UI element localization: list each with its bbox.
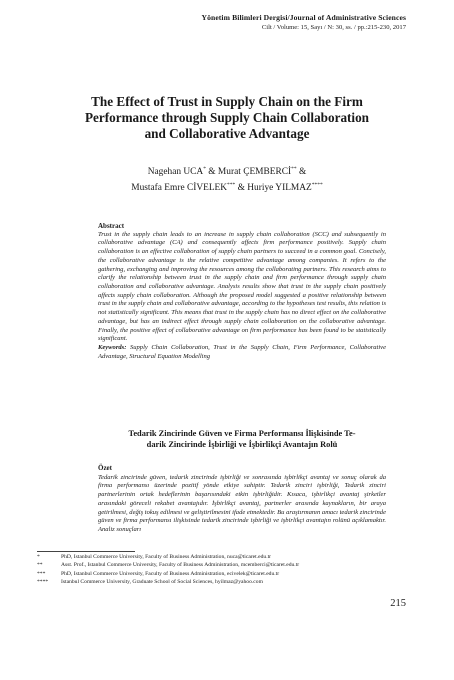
footnote-mark: * [37,554,40,560]
journal-title: Yönetim Bilimleri Dergisi/Journal of Administrative Sciences [201,13,406,22]
article-title-line: The Effect of Trust in Supply Chain on the Firm [91,94,363,109]
author-separator: & [296,167,307,178]
author-footnote-mark: * [203,166,206,172]
turkish-title-line: Tedarik Zincirinde Güven ve Firma Performansı İlişkisinde Te- [128,429,356,438]
author-footnote-mark: ** [291,166,297,172]
ozet-section [98,464,386,535]
journal-citation: Cilt / Volume: 15, Sayı / N: 30, ss. / pp.:215-230, 2017 [261,24,406,31]
footnote-divider [37,551,135,552]
footnote [37,561,427,569]
abstract-heading: Abstract [98,222,125,230]
footnote [37,570,427,578]
abstract-section [98,222,386,362]
article-title-line: Performance through Supply Chain Collaboration [84,110,370,125]
keywords-label: Keywords: [98,344,127,352]
author-name: Nagehan UCA [147,167,204,178]
author-line-2 [40,179,414,195]
abstract-body: Trust in the supply chain leads to an increase in supply chain collaboration (SCC) and subsequently in collaborative advantage (CA) and consequently affects firm performance positively. Supply chain collaboration is an effective collaboration of supply chain partners to succeed in a common goal. Concisely, the collaborative advantage is the relative competitive advantage among companies. It refers to the gathering, exchanging and improving the resources among the collaborating partners. This research aims to clarify the relationship between trust in the supply chain and firm performance through supply chain collaboration and collaborative advantage. Analysis results show that trust in the supply chain positively affects supply chain collaboration. Although the proposed model suggested a positive relationship between trust in the supply chain and collaborative advantage, according to the hypotheses test results, this relation is not statistically significant. This means that trust in the supply chain has no direct effect on the collaborative advantage, but has an indirect effect through supply chain collaboration on the collaborative advantage. Finally, the positive effect of collaborative advantage on firm performance has been found to be statistically significant. [98,230,386,343]
author-name: & Murat ÇEMBERCİ [205,167,292,178]
author-footnote-mark: *** [227,182,236,189]
keywords [98,344,386,361]
page-number: 215 [390,598,406,609]
footnote [37,578,427,586]
turkish-title [98,428,386,450]
author-name: Mustafa Emre CİVELEK [131,183,228,194]
keywords-text: Supply Chain Collaboration, Trust in the Supply Chain, Firm Performance, Collaborative Advantage, Structural Equation Modelling [98,344,386,360]
article-title [40,94,414,142]
footnote-text: PhD, Istanbul Commerce University, Faculty of Business Administration, ecivelek@ticaret.edu.tr [61,570,280,577]
ozet-body: Tedarik zincirinde güven, tedarik zincirinde işbirliği ve sonrasında işbirlikçi avantaj ve sonuç olarak da firma performansı üzerinde pozitif yönde etkiye sahiptir. Tedarik zinciri işbirliği, Tedarik zinciri partnerlerinin ortak hedeflerinin başarısındaki etkin işbirliğidir. Kısaca, işbirlikçi avantaj şirketler arasındaki göreceli rekabet avantajıdır. İşbirlikçi avantaj, partnerler arasında kaynakların, bir araya getirilmesi, değiş tokuş edilmesi ve geliştirilmesini ifade etmektedir. Bu araştırmanın amacı tedarik zincirinde güven ve firma performansı ilişkisinde tedarik zincirinde işbirliği ve işbirlikçi avantajın rolünü açıklamaktır. Analiz sonuçları [98,473,386,534]
footnote-text: PhD, Istanbul Commerce University, Faculty of Business Administration, nuca@ticaret.edu.tr [61,554,272,560]
footnote-mark: **** [37,578,49,585]
author-line-1 [40,163,414,179]
author-list [40,163,414,195]
footnote [37,553,427,561]
footnotes [37,553,427,586]
turkish-title-line: darik Zincirinde İşbirliği ve İşbirlikçi Avantajın Rolü [146,440,338,449]
footnote-mark: *** [37,570,46,577]
footnote-text: Istanbul Commerce University, Graduate School of Social Sciences, hyilmaz@yahoo.com [61,578,263,585]
footnote-text: Asst. Prof., Istanbul Commerce University, Faculty of Business Administration, mcemberci@ticaret.edu.tr [61,562,300,569]
ozet-heading: Özet [98,464,112,472]
author-footnote-mark: **** [311,182,323,189]
journal-header [202,13,406,31]
author-name: & Huriye YILMAZ [235,183,312,194]
footnote-mark: ** [37,562,43,569]
article-title-line: and Collaborative Advantage [144,126,310,141]
